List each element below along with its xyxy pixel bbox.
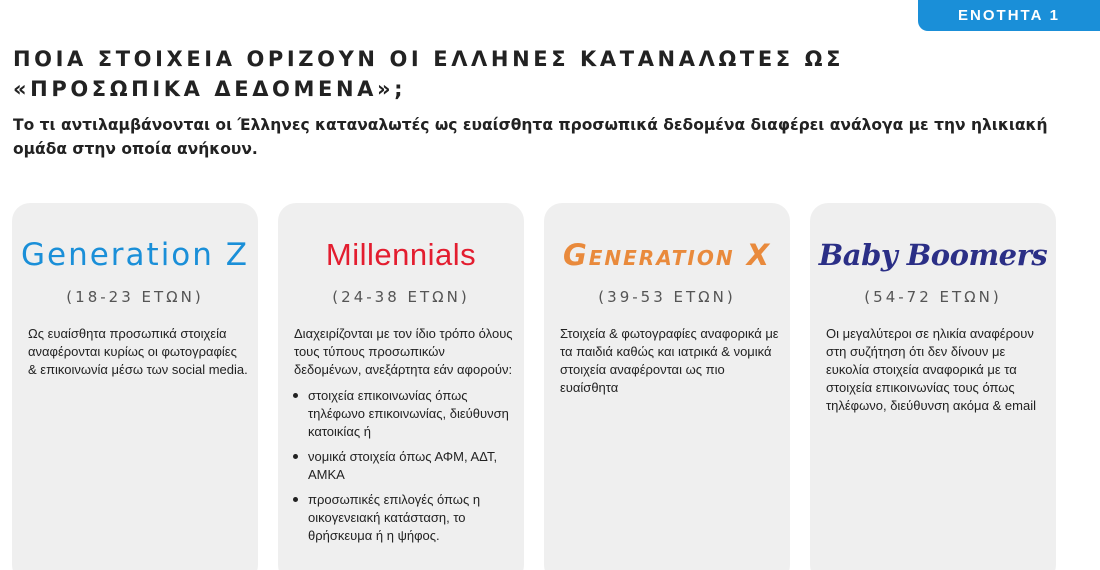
card-generation-x	[544, 203, 790, 570]
age-range: (39-53 ΕΤΩΝ)	[598, 288, 736, 306]
card-text: Διαχειρίζονται με τον ίδιο τρόπο όλους τους τύπους προσωπικών δεδομένων, ανεξάρτητα εάν αφορούν:	[294, 326, 513, 377]
list-item-text: στοιχεία επικοινωνίας όπως τηλέφωνο επικοινωνίας, διεύθυνση κατοικίας ή	[308, 388, 509, 439]
age-range: (24-38 ΕΤΩΝ)	[332, 288, 470, 306]
age-range: (18-23 ΕΤΩΝ)	[66, 288, 204, 306]
card-description	[560, 325, 780, 397]
card-generation-z	[12, 203, 258, 570]
list-item	[294, 387, 514, 441]
age-range: (54-72 ΕΤΩΝ)	[864, 288, 1002, 306]
page-title: ΠΟΙΑ ΣΤΟΙΧΕΙΑ ΟΡΙΖΟΥΝ ΟΙ ΕΛΛΗΝΕΣ ΚΑΤΑΝΑΛΩΤΕΣ ΩΣ «ΠΡΟΣΩΠΙΚΑ ΔΕΔΟΜΕΝΑ»;	[13, 47, 845, 101]
bullet-list	[294, 387, 514, 545]
list-item	[294, 448, 514, 484]
card-description	[826, 325, 1046, 415]
generation-name: Generation Z	[20, 237, 250, 273]
card-text: Οι μεγαλύτεροι σε ηλικία αναφέρουν στη συζήτηση ότι δεν δίνουν με ευκολία στοιχεία αναφορικά με τα στοιχεία επικοινωνίας τους όπως τηλέφωνο, διεύθυνση ακόμα & email	[826, 326, 1036, 413]
list-item-text: νομικά στοιχεία όπως ΑΦΜ, ΑΔΤ, ΑΜΚΑ	[308, 449, 498, 482]
list-item-text: προσωπικές επιλογές όπως η οικογενειακή κατάσταση, το θρήσκευμα ή η ψήφος.	[308, 492, 481, 543]
card-description	[28, 325, 248, 379]
generation-name: Baby Boomers	[818, 238, 1048, 272]
card-millennials	[278, 203, 524, 570]
intro-text: Το τι αντιλαμβάνονται οι Έλληνες καταναλωτές ως ευαίσθητα προσωπικά δεδομένα διαφέρει ανάλογα με την ηλικιακή ομάδα στην οποία ανήκουν.	[13, 116, 1048, 158]
card-baby-boomers	[810, 203, 1056, 570]
card-text: Ως ευαίσθητα προσωπικά στοιχεία αναφέρονται κυρίως οι φωτογραφίες & επικοινωνία μέσω των social media.	[28, 326, 248, 377]
section-tab: ΕΝΟΤΗΤΑ 1	[918, 0, 1100, 31]
list-item	[294, 491, 514, 545]
card-description	[294, 325, 514, 552]
generation-name: Millennials	[325, 237, 477, 272]
generation-name: Generation X	[562, 238, 772, 272]
card-text: Στοιχεία & φωτογραφίες αναφορικά με τα παιδιά καθώς και ιατρικά & νομικά στοιχεία αναφέρονται ως πιο ευαίσθητα	[560, 326, 779, 395]
